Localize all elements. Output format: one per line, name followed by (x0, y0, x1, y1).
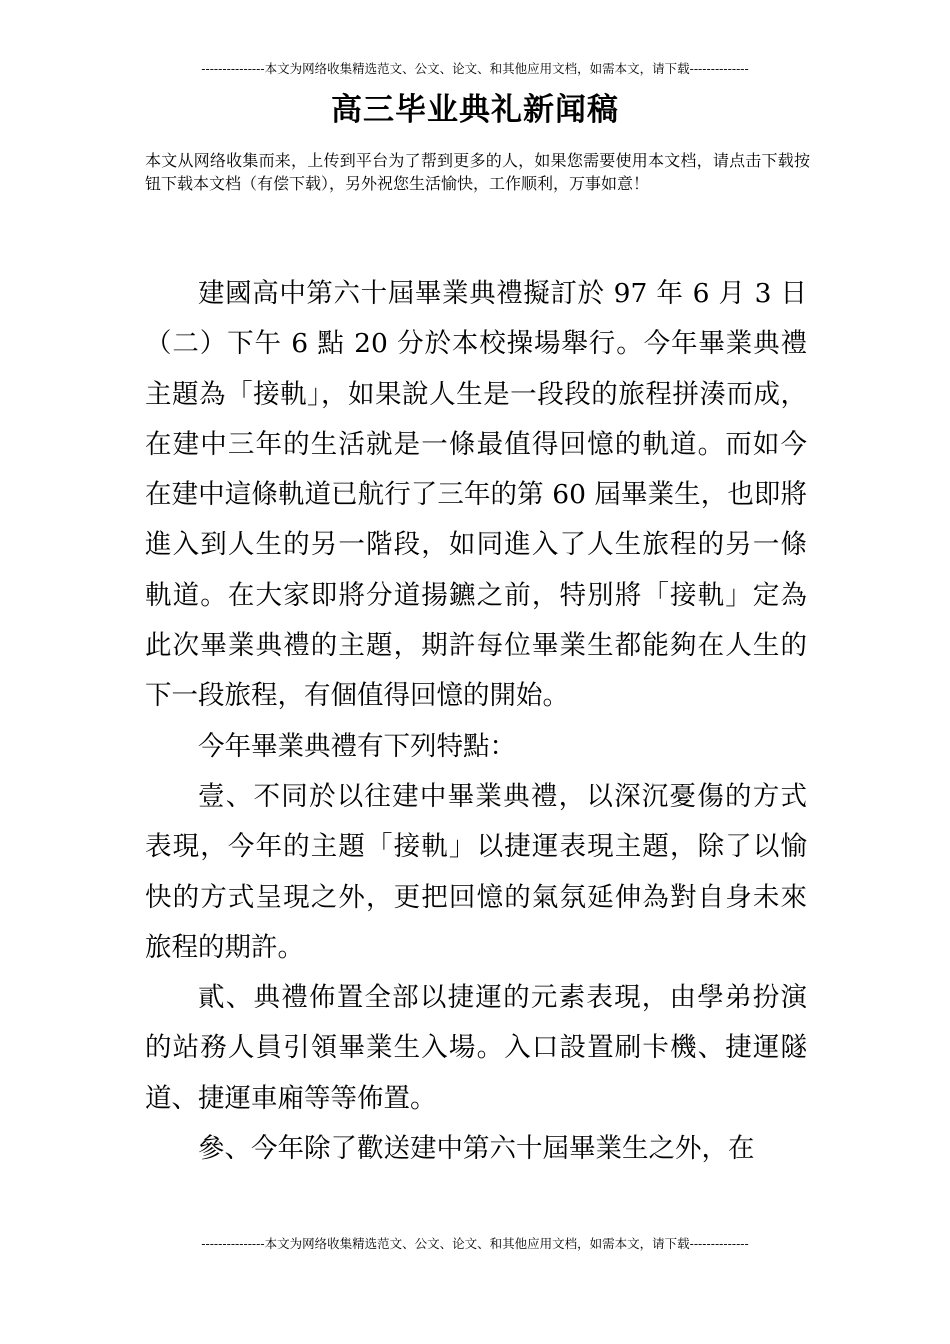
download-notice: 本文从网络收集而来，上传到平台为了帮到更多的人，如果您需要使用本文档，请点击下载按钮下载本文档（有偿下载），另外祝您生活愉快，工作顺利，万事如意！ (145, 151, 810, 193)
paragraph-features-heading: 今年畢業典禮有下列特點： (198, 730, 516, 762)
header-banner: ---------------本文为网络收集精选范文、公文、论文、和其他应用文档，如需本文，请下载-------------- (201, 61, 749, 76)
paragraph-intro: 建國高中第六十屆畢業典禮擬訂於 97 年 6 月 3 日（二）下午 6 點 20 分於本校操場舉行。今年畢業典禮主題為「接軌」，如果說人生是一段段的旅程拼湊而成，在建中三年的生活就是一條最值得回憶的軌道。而如今在建中這條軌道已航行了三年的第 60 屆畢業生，也即將進入到人生的另一階段，如同進入了人生旅程的另一條軌道。在大家即將分道揚鑣之前，特別將「接軌」定為此次畢業典禮的主題，期許每位畢業生都能夠在人生的下一段旅程，有個值得回憶的開始。 (145, 278, 807, 712)
document-title: 高三毕业典礼新闻稿 (331, 92, 619, 128)
paragraph-feature-1: 壹、不同於以往建中畢業典禮，以深沉憂傷的方式表現，今年的主題「接軌」以捷運表現主題，除了以愉快的方式呈現之外，更把回憶的氣氛延伸為對自身未來旅程的期許。 (145, 780, 807, 963)
footer-banner: ---------------本文为网络收集精选范文、公文、论文、和其他应用文档，如需本文，请下载-------------- (201, 1236, 749, 1251)
article-body (145, 269, 807, 1174)
paragraph-feature-2: 貳、典禮佈置全部以捷運的元素表現，由學弟扮演的站務人員引領畢業生入場。入口設置刷卡機、捷運隧道、捷運車廂等等佈置。 (145, 982, 807, 1114)
paragraph-feature-3: 參、今年除了歡送建中第六十屆畢業生之外，在 (198, 1133, 755, 1165)
